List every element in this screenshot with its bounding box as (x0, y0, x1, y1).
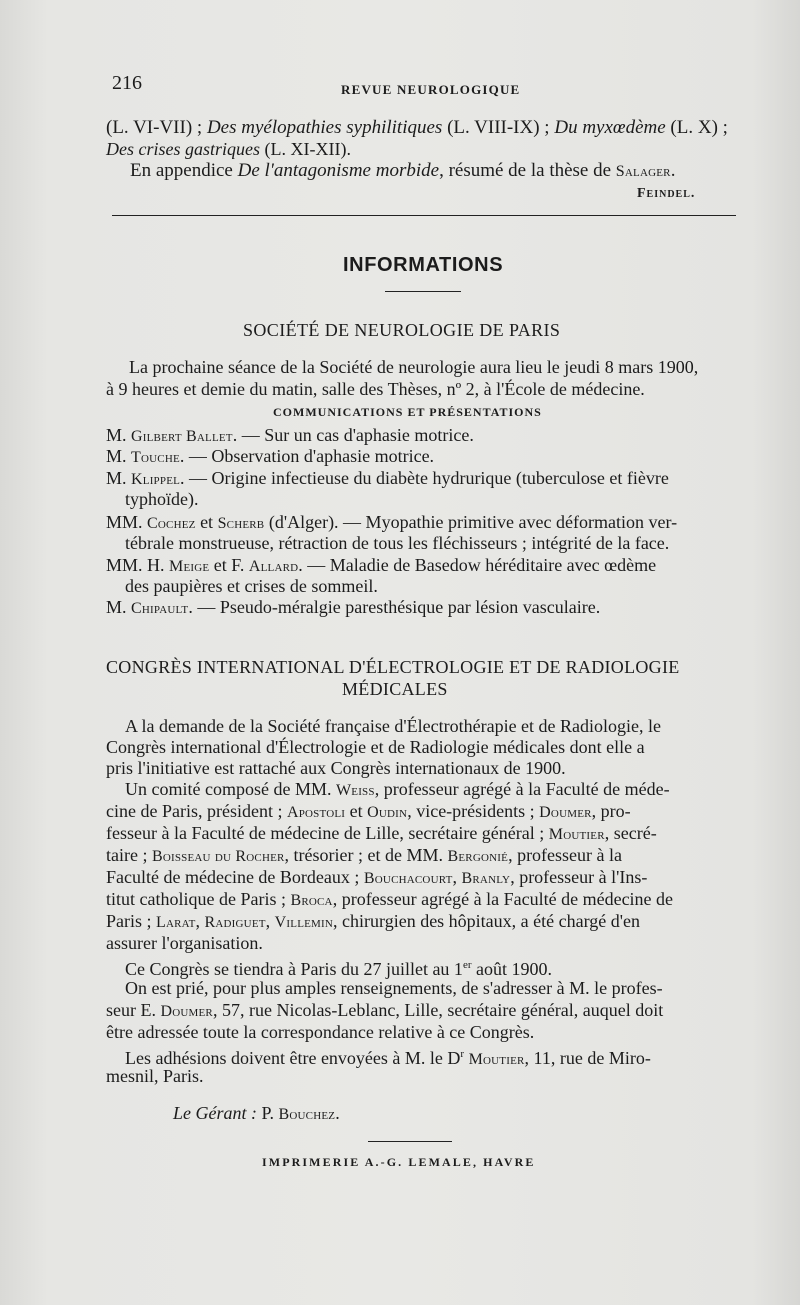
text: . — Observation d'aphasie motrice. (179, 446, 435, 466)
paragraph-line (125, 955, 552, 979)
person-name: Villemin (274, 914, 334, 931)
text: , 11, rue de Miro- (524, 1048, 651, 1068)
paragraph-line (106, 889, 673, 911)
author-name: Scherb (217, 515, 265, 532)
paragraph-line (106, 823, 657, 845)
text: , secré- (604, 823, 657, 843)
person-name: Moutier (468, 1051, 525, 1068)
text: Ce Congrès se tiendra à Paris du 27 juillet au 1 (125, 959, 463, 979)
communication-item (106, 425, 474, 447)
author-name: Touche (131, 449, 180, 466)
text: Faculté de médecine de Bordeaux ; (106, 867, 364, 887)
text: (d'Alger). — Myopathie primitive avec déformation ver- (264, 512, 678, 532)
communication-item (106, 512, 677, 534)
superscript: r (460, 1048, 465, 1060)
paragraph-line: On est prié, pour plus amples renseignements, de s'adresser à M. le profes- (125, 978, 663, 998)
text: . — Origine infectieuse du diabète hydrurique (tuberculose et fièvre (180, 468, 669, 488)
text: seur E. (106, 1000, 161, 1020)
author-name: Allard (248, 558, 299, 575)
text: Les adhésions doivent être envoyées à M. le D (125, 1048, 461, 1068)
person-name: Larat (156, 914, 196, 931)
review-line-1 (106, 118, 728, 138)
superscript: er (462, 959, 472, 971)
person-name: Apostoli (286, 804, 346, 821)
paragraph-line: Congrès international d'Électrologie et de Radiologie médicales dont elle a (106, 737, 645, 757)
italic-title: De l'antagonisme morbide (237, 160, 440, 181)
text: , professeur agrégé à la Faculté de méde- (374, 779, 670, 799)
running-title: REVUE NEUROLOGIQUE (341, 82, 521, 97)
communications-subheading: COMMUNICATIONS ET PRÉSENTATIONS (273, 405, 542, 419)
text: taire ; (106, 845, 152, 865)
page-number: 216 (112, 72, 142, 94)
person-name: Radiguet (204, 914, 266, 931)
text: , (195, 911, 205, 931)
footer-rule (368, 1141, 452, 1142)
person-name: Broca (290, 892, 333, 909)
text: M. (106, 597, 132, 617)
text: , professeur agrégé à la Faculté de médecine de (332, 889, 674, 909)
text: fesseur à la Faculté de médecine de Lille, secrétaire général ; (106, 823, 549, 843)
person-name: Moutier (548, 826, 605, 843)
text: , professeur à la (508, 845, 623, 865)
communication-item (106, 597, 600, 619)
person-name: Oudin (367, 804, 408, 821)
text: , trésorier ; et de MM. (284, 845, 448, 865)
paragraph-line: être adressée toute la correspondance relative à ce Congrès. (106, 1022, 535, 1042)
author-name: Meige (169, 558, 210, 575)
text: . (335, 1103, 340, 1123)
text: . — Sur un cas d'aphasie motrice. (232, 425, 474, 445)
review-line-3 (130, 161, 675, 182)
text: , chirurgien des hôpitaux, a été chargé d'en (333, 911, 641, 931)
paragraph-line (106, 867, 647, 889)
person-name: Boisseau du Rocher (151, 848, 285, 865)
text: , résumé de la thèse de (439, 160, 616, 181)
text: , pro- (591, 801, 631, 821)
communication-item (106, 446, 434, 468)
paragraph-line (106, 911, 640, 933)
text: MM. H. (106, 555, 170, 575)
text: et (195, 512, 218, 532)
text: P. (257, 1103, 279, 1123)
text: , 57, rue Nicolas-Leblanc, Lille, secrétaire général, auquel doit (212, 1000, 664, 1020)
paragraph-line: pris l'initiative est rattaché aux Congrès internationaux de 1900. (106, 758, 566, 778)
text: (L. XI-XII). (260, 139, 351, 159)
paragraph-line (106, 845, 622, 867)
author-name: Chipault (131, 600, 189, 617)
person-name: Bergonié (447, 848, 509, 865)
text: (L. VIII-IX) ; (442, 117, 555, 138)
author-name: Klippel (131, 471, 181, 488)
italic-title: Des myélopathies syphilitiques (206, 117, 443, 138)
italic-title: Du myxœdème (554, 117, 666, 138)
congres-title-line-2: MÉDICALES (342, 679, 448, 699)
congres-title-line-1: CONGRÈS INTERNATIONAL D'ÉLECTROLOGIE ET DE RADIOLOGIE (106, 657, 680, 677)
paragraph-line: A la demande de la Société française d'Électrothérapie et de Radiologie, le (125, 716, 662, 736)
communication-continuation: des paupières et crises de sommeil. (125, 576, 378, 596)
printer-imprint: IMPRIMERIE A.-G. LEMALE, HAVRE (262, 1155, 536, 1169)
review-line-2 (106, 139, 351, 159)
heading-rule (385, 291, 461, 292)
societe-intro-1: La prochaine séance de la Société de neurologie aura lieu le jeudi 8 mars 1900, (129, 357, 699, 377)
communication-continuation: tébrale monstrueuse, rétraction de tous les fléchisseurs ; intégrité de la face. (125, 533, 670, 553)
review-signature: Feindel. (637, 186, 696, 201)
author-name: Cochez (147, 515, 196, 532)
communication-continuation: typhoïde). (125, 489, 199, 509)
text: , professeur à l'Ins- (510, 867, 648, 887)
text: titut catholique de Paris ; (106, 889, 291, 909)
text: En appendice (130, 160, 238, 181)
communication-item (106, 555, 656, 577)
author-name: Salager (615, 163, 671, 180)
person-name: Bouchacourt (363, 870, 453, 887)
author-name: Gilbert Ballet (131, 428, 233, 445)
text: , (265, 911, 275, 931)
gerant-line (173, 1103, 340, 1125)
text: (L. X) ; (665, 117, 728, 138)
communication-item (106, 468, 669, 490)
societe-intro-2: à 9 heures et demie du matin, salle des Thèses, nº 2, à l'École de médecine. (106, 379, 645, 399)
text: Un comité composé de MM. (125, 779, 336, 799)
text: août 1900. (471, 959, 552, 979)
text: . (670, 160, 676, 181)
paragraph-line (125, 779, 670, 801)
italic-title: Des crises gastriques (106, 139, 260, 159)
text: . — Pseudo-méralgie paresthésique par lésion vasculaire. (188, 597, 601, 617)
text: M. (106, 468, 132, 488)
text: et (345, 801, 368, 821)
person-name: Doumer (539, 804, 592, 821)
text: (L. VI-VII) ; (106, 117, 207, 138)
text: Paris ; (106, 911, 157, 931)
paragraph-line (125, 1044, 651, 1070)
informations-heading: INFORMATIONS (343, 254, 504, 276)
gerant-label: Le Gérant : (173, 1103, 257, 1123)
text: M. (106, 446, 132, 466)
text: MM. (106, 512, 148, 532)
paragraph-line: mesnil, Paris. (106, 1066, 204, 1086)
gerant-name: Bouchez (278, 1106, 336, 1123)
paragraph-line: assurer l'organisation. (106, 933, 263, 953)
paragraph-line (106, 1000, 663, 1022)
section-divider (112, 215, 736, 216)
text: cine de Paris, président ; (106, 801, 287, 821)
text: et F. (209, 555, 249, 575)
person-name: Weiss (335, 782, 375, 799)
paragraph-line (106, 801, 631, 823)
person-name: Doumer (160, 1003, 213, 1020)
text: M. (106, 425, 132, 445)
text: , (452, 867, 462, 887)
person-name: Branly (461, 870, 511, 887)
societe-title: SOCIÉTÉ DE NEUROLOGIE DE PARIS (243, 320, 561, 340)
text: , vice-présidents ; (407, 801, 540, 821)
text: . — Maladie de Basedow héréditaire avec œdème (298, 555, 657, 575)
